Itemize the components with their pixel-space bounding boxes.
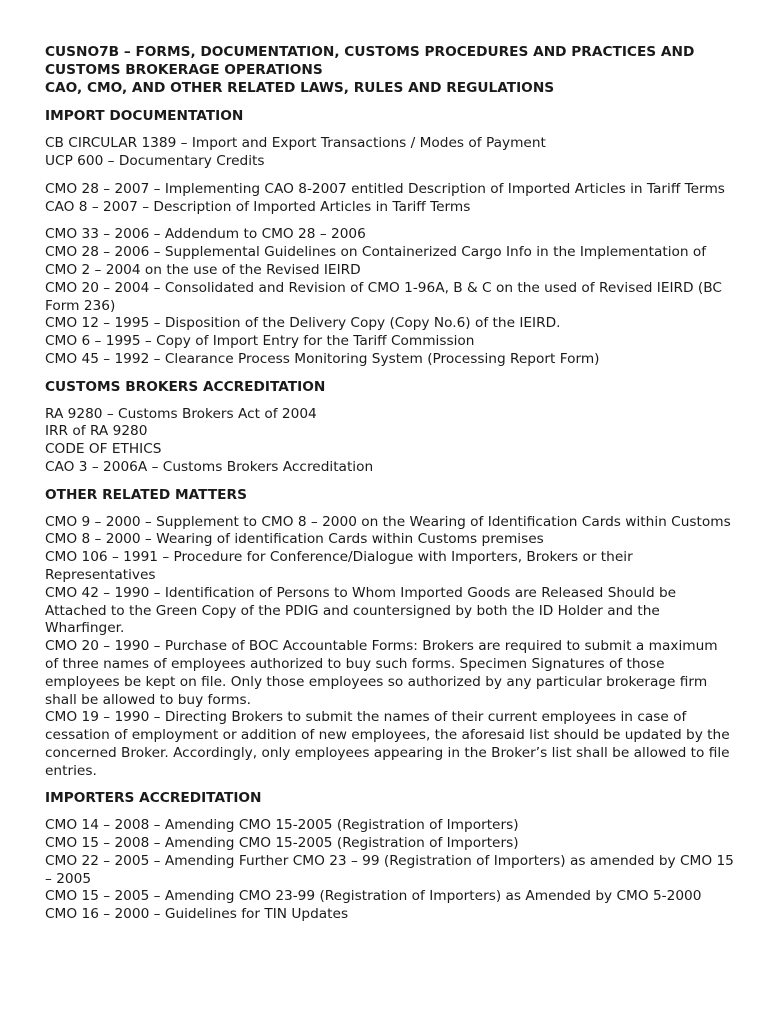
section-other-related-matters	[45, 487, 735, 781]
entry: CMO 106 – 1991 – Procedure for Conference/Dialogue with Importers, Brokers or their Representatives	[45, 549, 633, 583]
entry: CMO 8 – 2000 – Wearing of identification Cards within Customs premises	[45, 531, 544, 548]
entry-group	[45, 181, 735, 217]
entry: CAO 3 – 2006A – Customs Brokers Accreditation	[45, 458, 374, 475]
entry: CMO 42 – 1990 – Identification of Persons to Whom Imported Goods are Released Should be Attached to the Green Copy of the PDIG and countersigned by both the ID Holder and the Wharfinger.	[45, 584, 677, 637]
entry: RA 9280 – Customs Brokers Act of 2004	[45, 405, 317, 422]
section-import-documentation	[45, 108, 735, 368]
entry: IRR of RA 9280	[45, 423, 148, 440]
entry-group	[45, 817, 735, 924]
entry-group	[45, 514, 735, 781]
entry: CMO 12 – 1995 – Disposition of the Delivery Copy (Copy No.6) of the IEIRD.	[45, 315, 561, 332]
entry: CMO 28 – 2006 – Supplemental Guidelines on Containerized Cargo Info in the Implementation of CMO 2 – 2004 on the use of the Revised IEIRD	[45, 244, 707, 278]
section-customs-brokers-accreditation	[45, 379, 735, 477]
entry: CMO 15 – 2005 – Amending CMO 23-99 (Registration of Importers) as Amended by CMO 5-2000	[45, 888, 702, 905]
section-heading: OTHER RELATED MATTERS	[45, 486, 247, 503]
entry: CMO 14 – 2008 – Amending CMO 15-2005 (Registration of Importers)	[45, 817, 519, 834]
entry: CMO 15 – 2008 – Amending CMO 15-2005 (Registration of Importers)	[45, 835, 519, 852]
title-line: CUSTOMS BROKERAGE OPERATIONS	[45, 61, 323, 78]
document-title	[45, 44, 735, 97]
entry: UCP 600 – Documentary Credits	[45, 152, 265, 169]
section-importers-accreditation	[45, 790, 735, 924]
section-heading: IMPORTERS ACCREDITATION	[45, 790, 262, 807]
entry-group	[45, 406, 735, 477]
section-heading: CUSTOMS BROKERS ACCREDITATION	[45, 378, 326, 395]
entry: CMO 20 – 1990 – Purchase of BOC Accountable Forms: Brokers are required to submit a maximum of three names of employees authorized to buy such forms. Specimen Signatures of those employees be kept on file. Only those employees so authorized by any particular brokerage firm shall be allowed to buy forms.	[45, 638, 718, 708]
section-heading: IMPORT DOCUMENTATION	[45, 108, 244, 125]
entry: CMO 22 – 2005 – Amending Further CMO 23 – 99 (Registration of Importers) as amended by CMO 15 – 2005	[45, 852, 734, 887]
title-line: CUSNO7B – FORMS, DOCUMENTATION, CUSTOMS PROCEDURES AND PRACTICES AND	[45, 44, 695, 60]
document-page	[45, 44, 735, 934]
title-line: CAO, CMO, AND OTHER RELATED LAWS, RULES AND REGULATIONS	[45, 79, 555, 96]
entry: CMO 28 – 2007 – Implementing CAO 8-2007 entitled Description of Imported Articles in Tariff Terms	[45, 180, 725, 197]
entry: CMO 16 – 2000 – Guidelines for TIN Updates	[45, 906, 349, 923]
entry: CMO 45 – 1992 – Clearance Process Monitoring System (Processing Report Form)	[45, 350, 600, 367]
entry-group	[45, 226, 735, 368]
entry: CMO 6 – 1995 – Copy of Import Entry for the Tariff Commission	[45, 333, 475, 350]
entry: CMO 19 – 1990 – Directing Brokers to submit the names of their current employees in case of cessation of employment or addition of new employees, the aforesaid list should be updated by the concerned Broker. Accordingly, only employees appearing in the Broker’s list shall be allowed to file entries.	[45, 709, 730, 779]
entry: CB CIRCULAR 1389 – Import and Export Transactions / Modes of Payment	[45, 135, 546, 152]
entry: CODE OF ETHICS	[45, 441, 162, 458]
entry: CMO 9 – 2000 – Supplement to CMO 8 – 2000 on the Wearing of Identification Cards within Customs	[45, 513, 731, 530]
entry: CMO 20 – 2004 – Consolidated and Revision of CMO 1-96A, B & C on the used of Revised IEIRD (BC Form 236)	[45, 279, 722, 314]
entry-group	[45, 135, 735, 171]
entry: CAO 8 – 2007 – Description of Imported Articles in Tariff Terms	[45, 198, 471, 215]
entry: CMO 33 – 2006 – Addendum to CMO 28 – 2006	[45, 226, 366, 243]
